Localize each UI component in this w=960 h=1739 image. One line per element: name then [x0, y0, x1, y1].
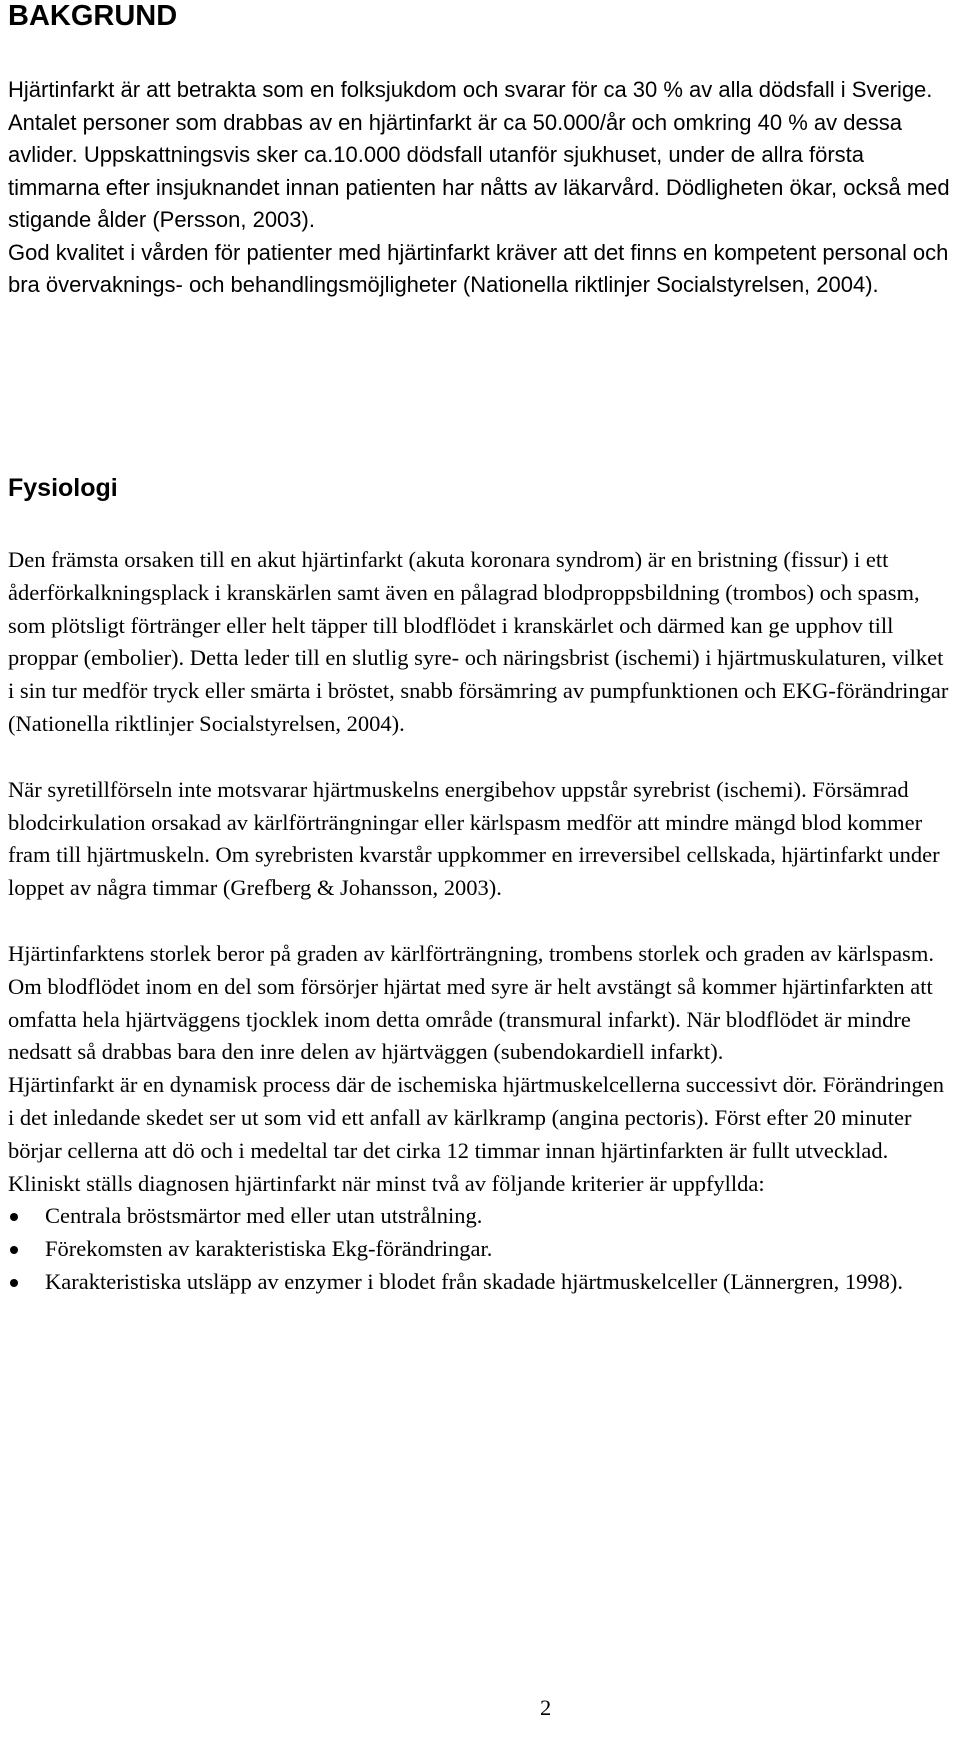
criteria-list — [8, 1200, 952, 1298]
list-item — [8, 1266, 952, 1299]
bullet-icon — [10, 1279, 18, 1287]
bullet-icon — [10, 1246, 18, 1254]
intro-section — [8, 74, 952, 302]
section-heading: BAKGRUND — [8, 0, 178, 32]
list-item — [8, 1233, 952, 1266]
body-paragraph-1: Den främsta orsaken till en akut hjärtinfarkt (akuta koronara syndrom) är en bristning (fissur) i ett åderförkalkningsplack i kranskärlen samt även en pålagrad blodproppsbildning (trombos) och spasm, som plötsligt förtränger eller helt täpper till blodflödet i kranskärlet och därmed kan ge upphov till proppar (embolier). Detta leder till en slutlig syre- och näringsbrist (ischemi) i hjärtmuskulaturen, vilket i sin tur medför tryck eller smärta i bröstet, snabb försämring av pumpfunktionen och EKG-förändringar (Nationella riktlinjer Socialstyrelsen, 2004). — [8, 547, 949, 736]
list-item-text: Centrala bröstsmärtor med eller utan utstrålning. — [45, 1203, 483, 1229]
subsection-heading: Fysiologi — [8, 474, 118, 502]
body-paragraph-3: Hjärtinfarktens storlek beror på graden av kärlförträngning, trombens storlek och graden av kärlspasm. Om blodflödet inom en del som försörjer hjärtat med syre är helt avstängt så kommer hjärtinfarkten att omfatta hela hjärtväggens tjocklek inom detta område (transmural infarkt). När blodflödet är mindre nedsatt så drabbas bara den inre delen av hjärtväggen (subendokardiell infarkt). — [8, 940, 934, 1065]
list-item — [8, 1200, 952, 1233]
list-item-text: Förekomsten av karakteristiska Ekg-förändringar. — [45, 1236, 493, 1262]
page-number: 2 — [540, 1695, 552, 1720]
intro-paragraph-2: God kvalitet i vården för patienter med hjärtinfarkt kräver att det finns en kompetent personal och bra övervaknings- och behandlingsmöjligheter (Nationella riktlinjer Socialstyrelsen, 2004). — [8, 239, 949, 297]
body-paragraph-4: Hjärtinfarkt är en dynamisk process där de ischemiska hjärtmuskelcellerna successivt dör. Förändringen i det inledande skedet ser ut som vid ett anfall av kärlkramp (angina pectoris). Först efter 20 minuter börjar cellerna att dö och i medeltal tar det cirka 12 timmar innan hjärtinfarkten är fullt utvecklad. — [8, 1072, 944, 1163]
bullet-icon — [10, 1213, 18, 1221]
body-paragraph-2: När syretillförseln inte motsvarar hjärtmuskelns energibehov uppstår syrebrist (ischemi). Försämrad blodcirkulation orsakad av kärlförträngningar eller kärlspasm medför att mindre mängd blod kommer fram till hjärtmuskeln. Om syrebristen kvarstår uppkommer en irreversibel cellskada, hjärtinfarkt under loppet av några timmar (Grefberg & Johansson, 2003). — [8, 776, 940, 901]
body-paragraph-5: Kliniskt ställs diagnosen hjärtinfarkt när minst två av följande kriterier är uppfyllda: — [8, 1170, 765, 1196]
intro-paragraph-1: Hjärtinfarkt är att betrakta som en folksjukdom och svarar för ca 30 % av alla dödsfall i Sverige. Antalet personer som drabbas av en hjärtinfarkt är ca 50.000/år och omkring 40 % av dessa avlider. Uppskattningsvis sker ca.10.000 dödsfall utanför sjukhuset, under de allra första timmarna efter insjuknandet innan patienten har nåtts av läkarvård. Dödligheten ökar, också med stigande ålder (Persson, 2003). — [8, 77, 950, 232]
physiology-section — [8, 544, 952, 1299]
list-item-text: Karakteristiska utsläpp av enzymer i blodet från skadade hjärtmuskelceller (Lännergren, 1998). — [45, 1268, 904, 1294]
